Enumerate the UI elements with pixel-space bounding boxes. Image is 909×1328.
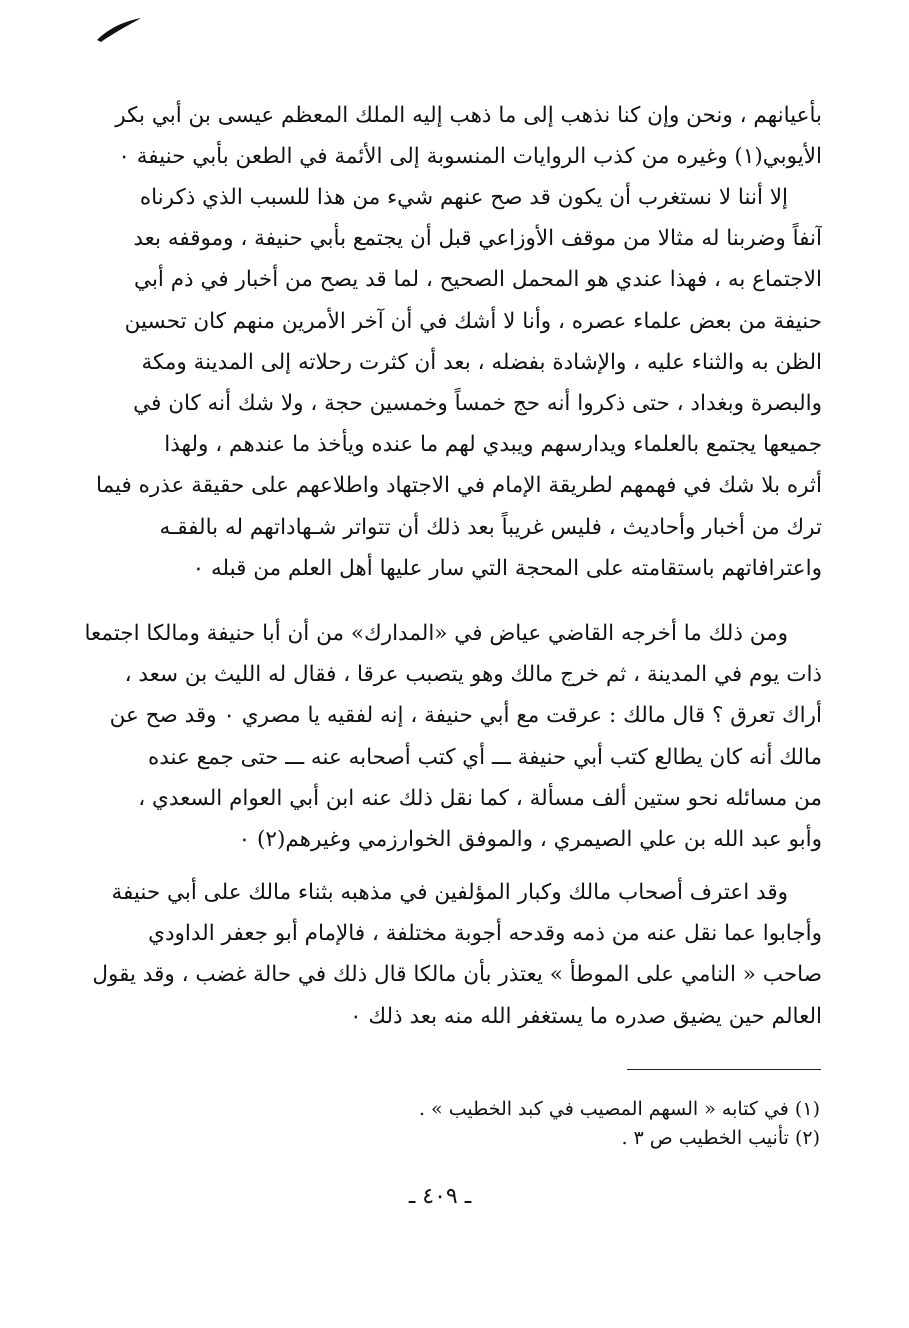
text-line: الأيوبي(١) وغيره من كذب الروايات المنسوبة إلى الأئمة في الطعن بأبي حنيفة ٠ — [118, 144, 822, 170]
text-line: صاحب « النامي على الموطأ » يعتذر بأن مالكا قال ذلك في حالة غضب ، وقد يقول — [92, 962, 822, 988]
text-line: حنيفة من بعض علماء عصره ، وأنا لا أشك في أن آخر الأمرين منهم كان تحسين — [124, 308, 822, 334]
text-line: مالك أنه كان يطالع كتب أبي حنيفة ـــ أي كتب أصحابه عنه ـــ حتى جمع عنده — [147, 744, 822, 770]
text-line: الاجتماع به ، فهذا عندي هو المحمل الصحيح ، لما قد يصح من أخبار في ذم أبي — [134, 267, 822, 293]
paragraph-2 — [62, 177, 822, 589]
text-line: آنفاً وضربنا له مثالا من موقف الأوزاعي قبل أن يجتمع بأبي حنيفة ، وموقفه بعد — [133, 226, 822, 252]
paragraph-3 — [62, 613, 822, 860]
text-line: ذات يوم في المدينة ، ثم خرج مالك وهو يتصبب عرقا ، فقال له الليث بن سعد ، — [124, 662, 822, 688]
text-line: وقد اعترف أصحاب مالك وكبار المؤلفين في مذهبه بثناء مالك على أبي حنيفة — [111, 880, 788, 905]
paragraph-1 — [62, 95, 822, 177]
text-line: والبصرة وبغداد ، حتى ذكروا أنه حج خمساً وخمسين حجة ، ولا شك أنه كان في — [133, 390, 822, 416]
text-line: ترك من أخبار وأحاديث ، فليس غريباً بعد ذلك أن تتواتر شـهاداتهم له بالفقـه — [159, 514, 822, 540]
footnotes — [250, 1095, 820, 1153]
footnote-1: (١) في كتابه « السهم المصيب في كبد الخطيب » . — [418, 1098, 820, 1120]
text-line: واعترافاتهم باستقامته على المحجة التي سار عليها أهل العلم من قبله ٠ — [192, 555, 822, 581]
text-line: بأعيانهم ، ونحن وإن كنا نذهب إلى ما ذهب إليه الملك المعظم عيسى بن أبي بكر — [115, 103, 822, 128]
text-line: أراك تعرق ؟ قال مالك : عرقت مع أبي حنيفة ، إنه لفقيه يا مصري ٠ وقد صح عن — [109, 703, 822, 729]
paragraph-4 — [62, 872, 822, 1037]
text-line: الظن به والثناء عليه ، والإشادة بفضله ، بعد أن كثرت رحلاته إلى المدينة ومكة — [141, 349, 822, 375]
text-line: العالم حين يضيق صدره ما يستغفر الله منه بعد ذلك ٠ — [349, 1003, 822, 1029]
footnote-divider — [627, 1069, 821, 1070]
text-line: ومن ذلك ما أخرجه القاضي عياض في «المدارك» من أن أبا حنيفة ومالكا اجتمعا — [84, 621, 788, 646]
text-line: من مسائله نحو ستين ألف مسألة ، كما نقل ذلك عنه ابن أبي العوام السعدي ، — [138, 785, 822, 811]
ink-mark-decoration — [93, 14, 145, 44]
text-line: وأبو عبد الله بن علي الصيمري ، والموفق الخوارزمي وغيرهم(٢) ٠ — [238, 826, 822, 852]
text-line: جميعها يجتمع بالعلماء ويدارسهم ويبدي لهم ما عنده ويأخذ ما عندهم ، ولهذا — [164, 432, 822, 458]
page-number: ـ ٤٠٩ ـ — [408, 1184, 472, 1209]
text-line: إلا أننا لا نستغرب أن يكون قد صح عنهم شيء من هذا للسبب الذي ذكرناه — [139, 185, 788, 210]
text-line: أثره بلا شك في فهمهم لطريقة الإمام في الاجتهاد واطلاعهم على حقيقة عذره فيما — [96, 473, 822, 499]
footnote-2: (٢) تأنيب الخطيب ص ٣ . — [621, 1127, 820, 1149]
text-line: وأجابوا عما نقل عنه من ذمه وقدحه أجوبة مختلفة ، فالإمام أبو جعفر الداودي — [148, 921, 822, 947]
